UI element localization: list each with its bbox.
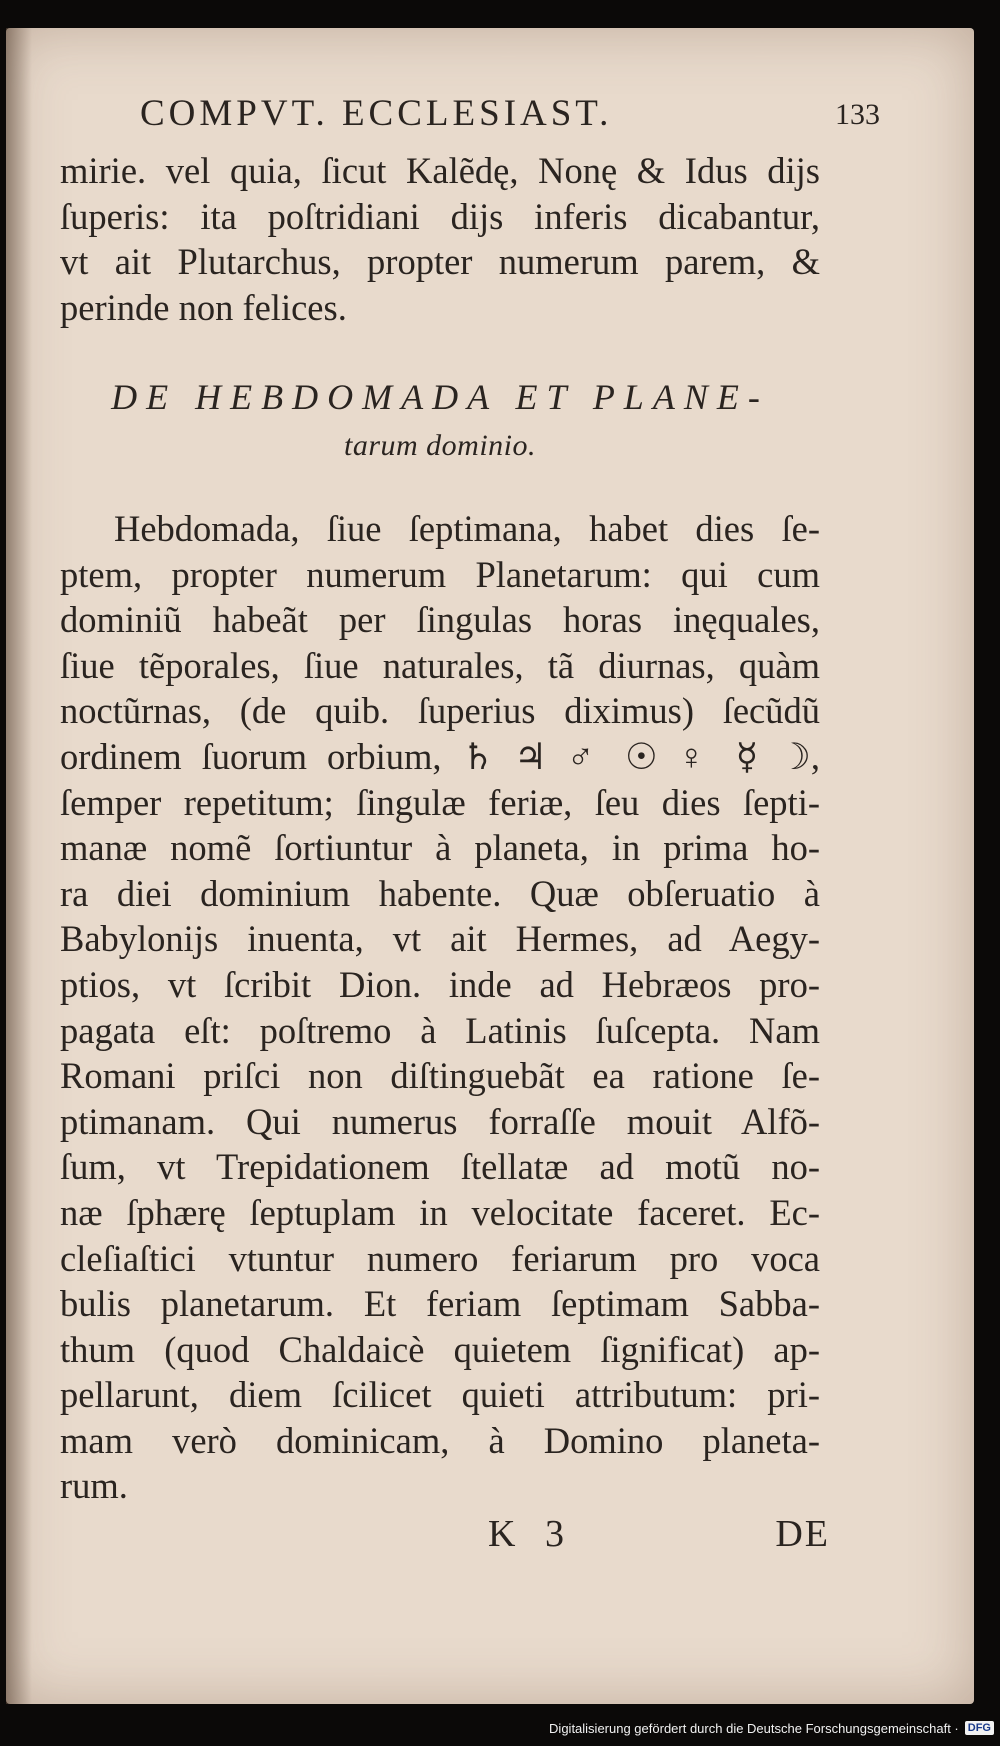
text-line: ſiue tẽporales, ſiue naturales, tã diurnas, quàm: [60, 644, 820, 686]
text-line: ptem, propter numerum Planetarum: qui cum: [60, 553, 820, 595]
section-heading-line2: tarum dominio.: [343, 429, 536, 462]
text-line: bulis planetarum. Et feriam ſeptimam Sabba-: [60, 1283, 820, 1325]
text-line: noctũrnas, (de quib. ſuperius diximus) ſecũdũ: [60, 690, 820, 732]
page-number: 133: [835, 98, 880, 131]
text-line: cleſiaſtici vtuntur numero feriarum pro voca: [60, 1237, 820, 1279]
text-line: dominiũ habeãt per ſingulas horas inęquales,: [60, 599, 820, 641]
credit-text: Digitalisierung gefördert durch die Deutsche Forschungsgemeinschaft ·: [549, 1720, 959, 1736]
section-heading: [60, 372, 820, 470]
text-line: ſuperis: ita poſtridiani dijs inferis dicabantur,: [60, 195, 820, 237]
text-line: ſemper repetitum; ſingulæ feriæ, ſeu dies ſepti-: [60, 781, 820, 823]
text-line: pagata eſt: poſtremo à Latinis ſuſcepta. Nam: [60, 1009, 820, 1051]
text-line: rum.: [60, 1465, 128, 1507]
text-line: mam verò dominicam, à Domino planeta-: [60, 1419, 820, 1461]
text-line: vt ait Plutarchus, propter numerum parem, &: [60, 241, 820, 283]
section-heading-line1: DE HEBDOMADA ET PLANE-: [111, 377, 769, 417]
page-gutter-shadow: [6, 28, 32, 1704]
text-line: Romani priſci non diſtinguebãt ea ratione ſe-: [60, 1055, 820, 1097]
text-line: ptios, vt ſcribit Dion. inde ad Hebræos pro-: [60, 963, 820, 1005]
text-line: ſum, vt Trepidationem ſtellatæ ad motũ no-: [60, 1146, 820, 1188]
text-line: thum (quod Chaldaicè quietem ſignificat) ap-: [60, 1328, 820, 1370]
paragraph-main: [60, 506, 820, 1509]
running-head: COMPVT. ECCLESIAST.: [140, 93, 613, 134]
text-line: pellarunt, diem ſcilicet quieti attributum: pri-: [60, 1374, 820, 1416]
planet-symbols-line: ordinem ſuorum orbium, ♄ ♃ ♂ ☉ ♀ ☿ ☽,: [60, 735, 820, 777]
page-header: [140, 92, 880, 148]
paragraph-top: [60, 148, 820, 330]
text-line: mirie. vel quia, ſicut Kalẽdę, Nonę & Idus dijs: [60, 150, 820, 191]
dfg-logo: DFG: [965, 1721, 994, 1735]
text-line: ptimanam. Qui numerus forraſſe mouit Alfõ-: [60, 1100, 820, 1142]
text-line: perinde non felices.: [60, 286, 347, 328]
page-footer: [60, 1512, 830, 1572]
text-line: Hebdomada, ſiue ſeptimana, habet dies ſe-: [114, 508, 820, 549]
signature-mark: K 3: [488, 1513, 574, 1555]
text-line: manæ nomẽ ſortiuntur à planeta, in prima ho-: [60, 827, 820, 869]
digitization-credit: [549, 1716, 994, 1740]
text-line: næ ſphærę ſeptuplam in velocitate faceret. Ec-: [60, 1191, 820, 1233]
text-line: ra diei dominium habente. Quæ obſeruatio à: [60, 872, 820, 914]
catchword: DE: [775, 1513, 830, 1555]
text-line: Babylonijs inuenta, vt ait Hermes, ad Aegy-: [60, 918, 820, 960]
